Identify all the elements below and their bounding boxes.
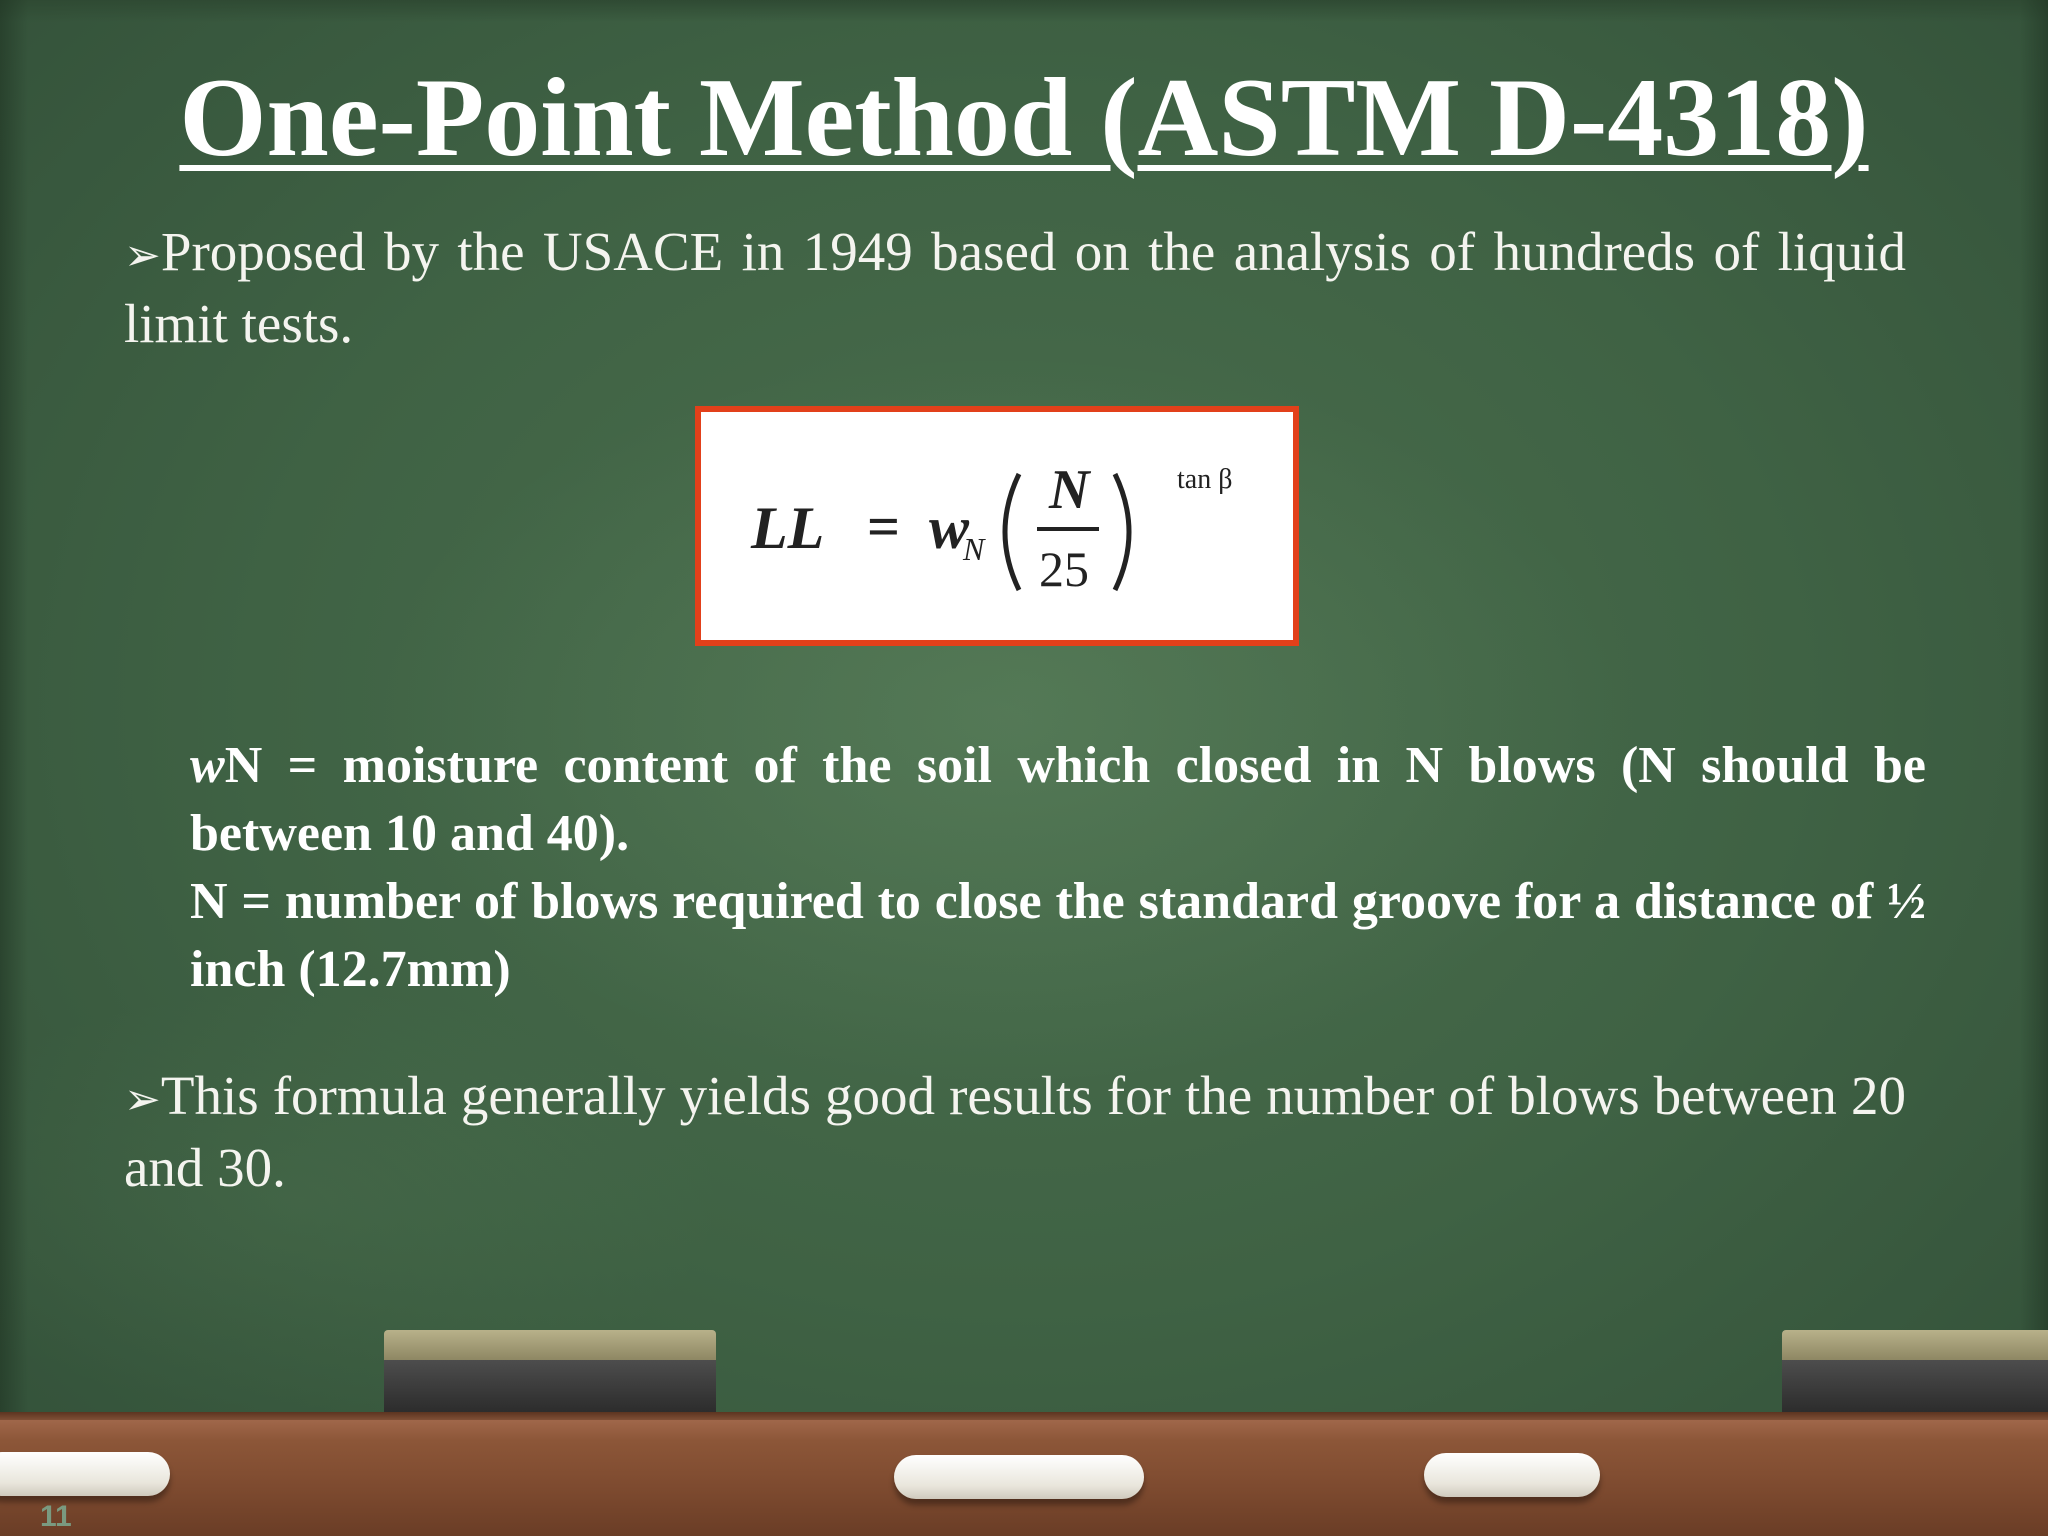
fraction-bar bbox=[1037, 527, 1099, 531]
left-paren bbox=[1005, 474, 1019, 590]
slide-title: One-Point Method (ASTM D-4318) bbox=[179, 56, 1869, 180]
bullet-paragraph-2 bbox=[124, 1062, 1906, 1202]
definition-symbol: N bbox=[224, 737, 263, 794]
arrow-bullet-icon: ➢ bbox=[124, 230, 161, 281]
bullet-text: Proposed by the USACE in 1949 based on the analysis of hundreds of liquid limit tests. bbox=[124, 221, 1906, 354]
formula-w-subscript: N bbox=[963, 531, 985, 567]
formula-denominator: 25 bbox=[1039, 541, 1089, 597]
definition-text: = number of blows required to close the standard groove for a distance of ½ inch (12.7mm) bbox=[190, 873, 1926, 998]
formula-numerator: N bbox=[1049, 459, 1090, 521]
page-number: 11 bbox=[40, 1500, 72, 1533]
chalk-piece-2 bbox=[894, 1455, 1144, 1499]
definition-text: = moisture content of the soil which closed in N blows (N should be between 10 and 40). bbox=[190, 737, 1926, 862]
formula-w: w bbox=[929, 495, 970, 561]
formula-box bbox=[695, 406, 1299, 646]
definition-n bbox=[190, 868, 1926, 1004]
bullet-text: This formula generally yields good results for the number of blows between 20 and 30. bbox=[124, 1065, 1906, 1198]
board-frame-right bbox=[2020, 0, 2048, 1430]
definition-symbol: N bbox=[190, 873, 228, 930]
formula-lhs: LL bbox=[751, 495, 825, 561]
chalk-piece-1 bbox=[0, 1452, 170, 1496]
arrow-bullet-icon: ➢ bbox=[124, 1074, 161, 1125]
right-paren bbox=[1115, 474, 1129, 590]
definition-wn bbox=[190, 732, 1926, 868]
chalk-piece-3 bbox=[1424, 1453, 1600, 1497]
board-frame-top bbox=[0, 0, 2048, 22]
definitions bbox=[190, 732, 1926, 1004]
formula-equals: = bbox=[867, 494, 901, 559]
definition-symbol-italic: w bbox=[190, 737, 225, 794]
liquid-limit-formula bbox=[701, 412, 1293, 640]
board-frame-left bbox=[0, 0, 28, 1430]
formula-exponent: tan β bbox=[1177, 464, 1233, 495]
bullet-paragraph-1 bbox=[124, 218, 1906, 358]
